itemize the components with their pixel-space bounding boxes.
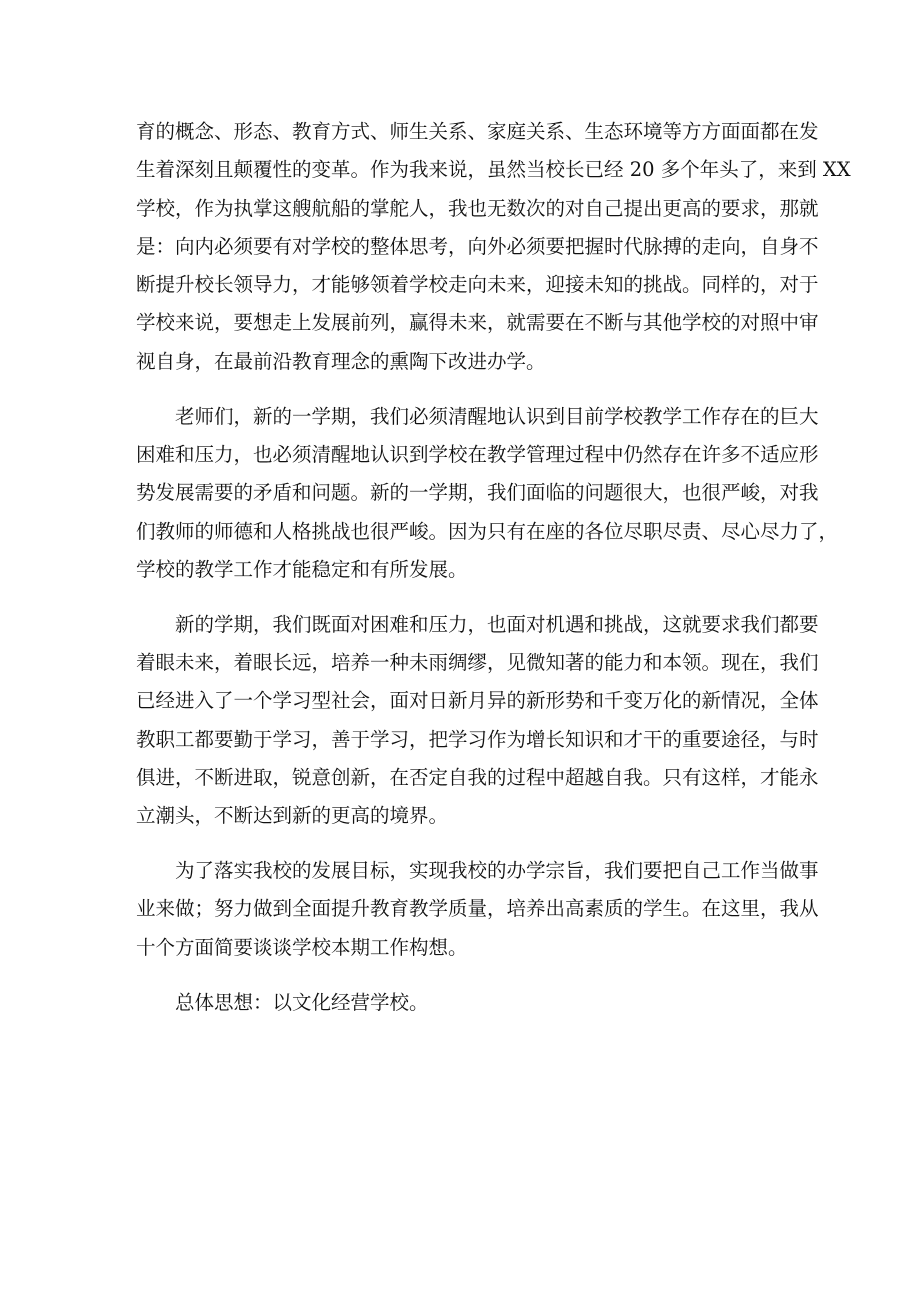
document-body bbox=[136, 113, 851, 1022]
paragraph-3 bbox=[136, 606, 819, 836]
paragraph-line: 立潮头，不断达到新的更高的境界。 bbox=[136, 804, 449, 828]
paragraph-line: 业来做；努力做到全面提升教育教学质量，培养出高素质的学生。在这里，我从 bbox=[136, 897, 819, 921]
paragraph-line: 生着深刻且颠覆性的变革。作为我来说，虽然当校长已经 20 多个年头了，来到 XX bbox=[136, 158, 851, 182]
paragraph-line: 视自身，在最前沿教育理念的熏陶下改进办学。 bbox=[136, 349, 546, 373]
paragraph-2 bbox=[136, 398, 839, 589]
paragraph-gap bbox=[136, 836, 798, 853]
paragraph-line: 新的学期，我们既面对困难和压力，也面对机遇和挑战，这就要求我们都要 bbox=[175, 612, 819, 636]
paragraph-line: 着眼未来，着眼长远，培养一种未雨绸缪，见微知著的能力和本领。现在，我们 bbox=[136, 651, 819, 675]
paragraph-line: 困难和压力，也必须清醒地认识到学校在教学管理过程中仍然存在许多不适应形 bbox=[136, 442, 819, 466]
paragraph-line: 老师们，新的一学期，我们必须清醒地认识到目前学校教学工作存在的巨大 bbox=[175, 404, 819, 428]
paragraph-line: 们教师的师德和人格挑战也很严峻。因为只有在座的各位尽职尽责、尽心尽力了， bbox=[136, 519, 839, 543]
paragraph-line: 总体思想：以文化经营学校。 bbox=[175, 990, 429, 1014]
paragraph-line: 育的概念、形态、教育方式、师生关系、家庭关系、生态环境等方方面面都在发 bbox=[136, 120, 819, 143]
paragraph-line: 断提升校长领导力，才能够领着学校走向未来，迎接未知的挑战。同样的，对于 bbox=[136, 273, 819, 297]
paragraph-4 bbox=[136, 852, 819, 967]
paragraph-gap bbox=[136, 589, 798, 606]
paragraph-line: 俱进，不断进取，锐意创新，在否定自我的过程中超越自我。只有这样，才能永 bbox=[136, 765, 819, 789]
paragraph-gap bbox=[136, 381, 798, 398]
paragraph-line: 是：向内必须要有对学校的整体思考，向外必须要把握时代脉搏的走向，自身不 bbox=[136, 234, 819, 258]
paragraph-5 bbox=[136, 984, 798, 1022]
paragraph-1 bbox=[136, 113, 851, 381]
paragraph-line: 势发展需要的矛盾和问题。新的一学期，我们面临的问题很大，也很严峻，对我 bbox=[136, 481, 819, 505]
paragraph-line: 学校来说，要想走上发展前列，赢得未来，就需要在不断与其他学校的对照中审 bbox=[136, 311, 819, 335]
paragraph-line: 已经进入了一个学习型社会，面对日新月异的新形势和千变万化的新情况，全体 bbox=[136, 689, 819, 713]
paragraph-line: 为了落实我校的发展目标，实现我校的办学宗旨，我们要把自己工作当做事 bbox=[175, 859, 819, 883]
paragraph-line: 学校，作为执掌这艘航船的掌舵人，我也无数次的对自己提出更高的要求，那就 bbox=[136, 196, 819, 220]
paragraph-gap bbox=[136, 967, 798, 984]
paragraph-line: 学校的教学工作才能稳定和有所发展。 bbox=[136, 557, 468, 581]
paragraph-line: 教职工都要勤于学习，善于学习，把学习作为增长知识和才干的重要途径，与时 bbox=[136, 727, 819, 751]
paragraph-line: 十个方面简要谈谈学校本期工作构想。 bbox=[136, 935, 468, 959]
